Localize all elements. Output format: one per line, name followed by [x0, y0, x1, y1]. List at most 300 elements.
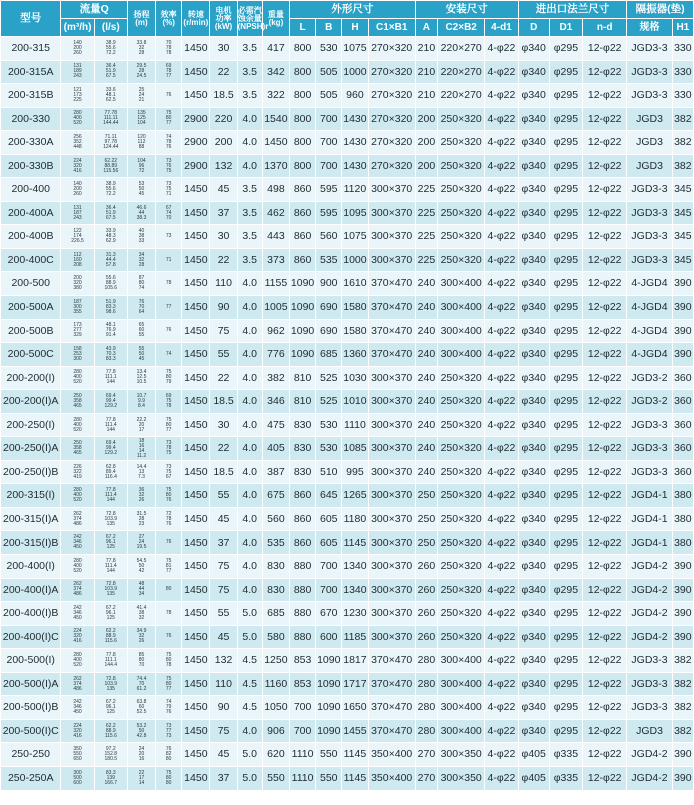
cell-npsh: 5.0 [237, 743, 262, 767]
stacked-value: 125 [106, 614, 115, 621]
stacked-value: 224 [73, 722, 82, 729]
stacked-value: 465 [73, 450, 82, 457]
stacked-value: 280 [73, 369, 82, 376]
stacked-value: 140 [73, 181, 82, 188]
stacked-value: 77.8 [105, 369, 116, 376]
cell-H: 1230 [342, 602, 368, 626]
stacked-value: 77.8 [105, 651, 116, 658]
stacked-value: 48.3 [105, 233, 116, 240]
stacked-value: 62.2 [105, 628, 116, 635]
cell-C1B1: 300×370 [368, 248, 415, 272]
stacked-value: 20 [138, 421, 145, 428]
stacked-value: 32 [138, 492, 145, 499]
cell-H: 1095 [342, 201, 368, 225]
table-row [1, 719, 694, 743]
cell-motor-power: 75 [210, 555, 237, 579]
stacked-value: 33.8 [136, 39, 147, 46]
cell-C2B2: 220×270 [438, 84, 485, 108]
cell-flow-m3h [61, 766, 94, 790]
stacked-value: 320 [73, 280, 82, 287]
stacked-value: 416 [73, 638, 82, 645]
cell-model: 200-250(I)A [1, 437, 61, 461]
cell-nd: 12-φ22 [583, 296, 627, 320]
cell-npsh: 3.5 [237, 178, 262, 202]
cell-flow-ls [94, 602, 127, 626]
stacked-value: 78 [165, 515, 172, 522]
cell-spec: JGD3-3 [627, 60, 672, 84]
cell-C1B1: 370×470 [368, 319, 415, 343]
cell-motor-power: 45 [210, 625, 237, 649]
stacked-value: 85 [138, 651, 145, 658]
cell-efficiency [156, 60, 182, 84]
stacked-value: 73 [165, 463, 172, 470]
stacked-value: 83.3 [105, 769, 116, 776]
cell-H: 1075 [342, 225, 368, 249]
cell-A: 280 [415, 672, 437, 696]
cell-B: 505 [316, 84, 342, 108]
stacked-value: 73 [165, 233, 172, 240]
cell-head [127, 248, 155, 272]
stacked-value: 53 [138, 181, 145, 188]
stacked-value: 38.3 [136, 214, 147, 221]
stacked-value: 77 [165, 685, 172, 692]
cell-npsh: 4.0 [237, 460, 262, 484]
cell-B: 1090 [316, 649, 342, 673]
table-row [1, 460, 694, 484]
cell-weight: 830 [262, 555, 289, 579]
cell-model: 250-250 [1, 743, 61, 767]
stacked-value: 374 [73, 680, 82, 687]
stacked-value: 73 [165, 157, 172, 164]
stacked-value: 465 [73, 402, 82, 409]
cell-4d1: 4-φ22 [485, 672, 518, 696]
stacked-value: 99.4 [105, 445, 116, 452]
stacked-value: 22.2 [136, 416, 147, 423]
stacked-value: 320 [73, 727, 82, 734]
cell-efficiency [156, 484, 182, 508]
cell-nd: 12-φ22 [583, 625, 627, 649]
cell-L: 860 [290, 225, 316, 249]
stacked-value: 75 [165, 110, 172, 117]
stacked-value: 83.3 [105, 303, 116, 310]
table-row [1, 319, 694, 343]
stacked-value: 78 [165, 49, 172, 56]
stacked-value: 78 [165, 280, 172, 287]
cell-weight: 776 [262, 343, 289, 367]
stacked-value: 44 [138, 209, 145, 216]
cell-D: φ340 [518, 154, 549, 178]
cell-spec: 4-JGD4 [627, 272, 672, 296]
cell-speed: 1450 [182, 296, 210, 320]
cell-model: 250-250A [1, 766, 61, 790]
cell-flow-m3h [61, 460, 94, 484]
cell-efficiency [156, 201, 182, 225]
stacked-value: 520 [73, 661, 82, 668]
cell-efficiency [156, 84, 182, 108]
cell-model: 200-315A [1, 60, 61, 84]
table-row [1, 37, 694, 61]
stacked-value: 72.8 [105, 510, 116, 517]
cell-spec: 4-JGD4 [627, 296, 672, 320]
stacked-value: 67.2 [105, 699, 116, 706]
stacked-value: 112 [73, 251, 82, 258]
stacked-value: 55.6 [105, 275, 116, 282]
cell-model: 200-400C [1, 248, 61, 272]
stacked-value: 75 [165, 557, 172, 564]
stacked-value: 48.1 [105, 322, 116, 329]
cell-4d1: 4-φ22 [485, 60, 518, 84]
cell-D: φ340 [518, 437, 549, 461]
cell-head [127, 437, 155, 461]
cell-B: 510 [316, 460, 342, 484]
stacked-value: 189 [73, 68, 82, 75]
cell-flow-ls [94, 390, 127, 414]
cell-L: 880 [290, 555, 316, 579]
cell-C2B2: 300×400 [438, 696, 485, 720]
cell-speed: 1450 [182, 225, 210, 249]
cell-B: 1090 [316, 672, 342, 696]
cell-B: 560 [316, 225, 342, 249]
cell-H1: 380 [672, 484, 693, 508]
cell-C2B2: 250×320 [438, 484, 485, 508]
stacked-value: 42 [138, 567, 145, 574]
cell-motor-power: 110 [210, 272, 237, 296]
stacked-value: 17 [138, 426, 145, 433]
stacked-value: 67.2 [105, 534, 116, 541]
cell-flow-m3h [61, 578, 94, 602]
cell-nd: 12-φ22 [583, 531, 627, 555]
cell-L: 700 [290, 719, 316, 743]
stacked-value: 14.4 [136, 463, 147, 470]
cell-D1: φ295 [549, 531, 582, 555]
cell-H1: 390 [672, 743, 693, 767]
cell-A: 250 [415, 507, 437, 531]
stacked-value: 96.1 [105, 609, 116, 616]
cell-H1: 345 [672, 248, 693, 272]
stacked-value: 61.2 [136, 685, 147, 692]
cell-4d1: 4-φ22 [485, 437, 518, 461]
cell-A: 280 [415, 696, 437, 720]
cell-L: 810 [290, 390, 316, 414]
cell-D1: φ335 [549, 766, 582, 790]
cell-D: φ340 [518, 178, 549, 202]
cell-flow-ls [94, 248, 127, 272]
cell-4d1: 4-φ22 [485, 343, 518, 367]
cell-speed: 1450 [182, 766, 210, 790]
stacked-value: 520 [73, 426, 82, 433]
cell-speed: 2900 [182, 107, 210, 131]
cell-npsh: 4.0 [237, 578, 262, 602]
cell-D1: φ295 [549, 484, 582, 508]
cell-H: 1120 [342, 178, 368, 202]
cell-efficiency [156, 672, 182, 696]
cell-H: 1030 [342, 366, 368, 390]
stacked-value: 104 [137, 157, 146, 164]
col-H1: H1 [672, 19, 693, 37]
stacked-value: 22 [138, 769, 145, 776]
cell-nd: 12-φ22 [583, 272, 627, 296]
cell-weight: 417 [262, 37, 289, 61]
cell-npsh: 4.0 [237, 319, 262, 343]
stacked-value: 166.7 [104, 779, 118, 786]
table-row [1, 743, 694, 767]
stacked-value: 69.4 [105, 392, 116, 399]
stacked-value: 38.9 [105, 39, 116, 46]
stacked-value: 70 [138, 661, 145, 668]
cell-L: 1110 [290, 766, 316, 790]
stacked-value: 50 [138, 350, 145, 357]
cell-C1B1: 370×470 [368, 343, 415, 367]
cell-weight: 1160 [262, 672, 289, 696]
cell-A: 200 [415, 107, 437, 131]
cell-head [127, 201, 155, 225]
cell-A: 260 [415, 555, 437, 579]
cell-weight: 1540 [262, 107, 289, 131]
stacked-value: 400 [73, 421, 82, 428]
stacked-value: 76 [138, 298, 145, 305]
cell-head [127, 625, 155, 649]
stacked-value: 77.8 [105, 416, 116, 423]
stacked-value: 44 [138, 586, 145, 593]
stacked-value: 34 [138, 591, 145, 598]
cell-flow-ls [94, 319, 127, 343]
cell-npsh: 4.0 [237, 555, 262, 579]
cell-D: φ340 [518, 625, 549, 649]
stacked-value: 19.5 [136, 544, 147, 551]
stacked-value: 87 [138, 275, 145, 282]
cell-motor-power: 22 [210, 437, 237, 461]
cell-spec: JGD4-2 [627, 766, 672, 790]
cell-motor-power: 18.5 [210, 460, 237, 484]
cell-flow-m3h [61, 484, 94, 508]
stacked-value: 33.6 [105, 86, 116, 93]
stacked-value: 43.9 [105, 345, 116, 352]
cell-npsh: 3.5 [237, 225, 262, 249]
cell-L: 860 [290, 248, 316, 272]
stacked-value: 448 [73, 143, 82, 150]
cell-L: 1090 [290, 343, 316, 367]
cell-npsh: 4.0 [237, 390, 262, 414]
cell-spec: JGD4-1 [627, 507, 672, 531]
cell-H1: 382 [672, 672, 693, 696]
cell-motor-power: 30 [210, 413, 237, 437]
cell-flow-ls [94, 84, 127, 108]
stacked-value: 131 [73, 204, 82, 211]
stacked-value: 111.1 [104, 656, 117, 663]
stacked-value: 224 [73, 628, 82, 635]
stacked-value: 139 [106, 774, 115, 781]
table-row [1, 507, 694, 531]
cell-C1B1: 270×320 [368, 84, 415, 108]
cell-npsh: 4.0 [237, 296, 262, 320]
cell-H1: 390 [672, 766, 693, 790]
stacked-value: 144.44 [103, 120, 119, 127]
stacked-value: 78 [165, 402, 172, 409]
cell-speed: 1450 [182, 37, 210, 61]
stacked-value: 121 [73, 86, 82, 93]
cell-head [127, 390, 155, 414]
cell-speed: 1450 [182, 343, 210, 367]
cell-head [127, 343, 155, 367]
cell-motor-power: 220 [210, 107, 237, 131]
cell-speed: 1450 [182, 84, 210, 108]
cell-A: 240 [415, 390, 437, 414]
cell-D1: φ335 [549, 743, 582, 767]
stacked-value: 70 [165, 214, 172, 221]
stacked-value: 32 [138, 44, 145, 51]
stacked-value: 125 [106, 544, 115, 551]
cell-A: 240 [415, 272, 437, 296]
cell-flow-ls [94, 343, 127, 367]
cell-B: 530 [316, 37, 342, 61]
cell-H1: 380 [672, 531, 693, 555]
cell-4d1: 4-φ22 [485, 225, 518, 249]
cell-flow-ls [94, 578, 127, 602]
cell-H1: 330 [672, 37, 693, 61]
cell-spec: JGD4-1 [627, 484, 672, 508]
stacked-value: 520 [73, 120, 82, 127]
stacked-value: 226.5 [71, 238, 84, 245]
cell-flow-m3h [61, 154, 94, 178]
cell-4d1: 4-φ22 [485, 413, 518, 437]
cell-L: 853 [290, 672, 316, 696]
cell-model: 200-315(I)A [1, 507, 61, 531]
stacked-value: 75 [165, 675, 172, 682]
stacked-value: 75 [165, 450, 172, 457]
stacked-value: 48.1 [105, 91, 116, 98]
stacked-value: 17 [138, 774, 145, 781]
cell-head [127, 84, 155, 108]
stacked-value: 78 [165, 44, 172, 51]
stacked-value: 75 [165, 186, 172, 193]
cell-H: 1360 [342, 343, 368, 367]
stacked-value: 80 [165, 374, 172, 381]
cell-H: 1817 [342, 649, 368, 673]
cell-npsh: 4.0 [237, 719, 262, 743]
stacked-value: 124.44 [103, 143, 119, 150]
cell-model: 200-500(I) [1, 649, 61, 673]
stacked-value: 28 [138, 515, 145, 522]
cell-4d1: 4-φ22 [485, 578, 518, 602]
stacked-value: 120 [137, 133, 146, 140]
stacked-value: 38 [138, 609, 145, 616]
cell-H1: 382 [672, 131, 693, 155]
stacked-value: 77.8 [105, 557, 116, 564]
cell-D1: φ295 [549, 178, 582, 202]
cell-C2B2: 300×400 [438, 343, 485, 367]
cell-H1: 380 [672, 507, 693, 531]
cell-4d1: 4-φ22 [485, 272, 518, 296]
cell-model: 200-315(I) [1, 484, 61, 508]
cell-flow-m3h [61, 201, 94, 225]
cell-motor-power: 37 [210, 766, 237, 790]
cell-L: 800 [290, 84, 316, 108]
cell-motor-power: 18.5 [210, 84, 237, 108]
cell-head [127, 413, 155, 437]
col-spec: 规格 [627, 19, 672, 37]
cell-efficiency [156, 743, 182, 767]
stacked-value: 75 [165, 487, 172, 494]
cell-L: 800 [290, 131, 316, 155]
cell-C1B1: 370×470 [368, 719, 415, 743]
cell-4d1: 4-φ22 [485, 366, 518, 390]
stacked-value: 62.5 [105, 96, 116, 103]
table-row [1, 366, 694, 390]
stacked-value: 67 [165, 473, 172, 480]
cell-head [127, 154, 155, 178]
stacked-value: 45 [138, 355, 145, 362]
cell-B: 700 [316, 578, 342, 602]
stacked-value: 135 [106, 685, 115, 692]
cell-speed: 1450 [182, 272, 210, 296]
stacked-value: 97.78 [104, 138, 118, 145]
cell-H: 1340 [342, 578, 368, 602]
cell-motor-power: 37 [210, 531, 237, 555]
stacked-value: 70 [165, 39, 172, 46]
stacked-value: 12.5 [136, 374, 147, 381]
stacked-value: 62.2 [105, 722, 116, 729]
cell-D1: φ295 [549, 578, 582, 602]
cell-head [127, 696, 155, 720]
stacked-value: 187 [73, 209, 82, 216]
stacked-value: 419 [73, 473, 82, 480]
stacked-value: 242 [73, 604, 82, 611]
cell-L: 830 [290, 460, 316, 484]
col-nd: n-d [583, 19, 627, 37]
cell-B: 595 [316, 178, 342, 202]
cell-L: 800 [290, 60, 316, 84]
stacked-value: 300 [73, 303, 82, 310]
cell-nd: 12-φ22 [583, 225, 627, 249]
cell-D1: φ295 [549, 413, 582, 437]
cell-A: 280 [415, 719, 437, 743]
cell-C2B2: 250×320 [438, 531, 485, 555]
cell-C2B2: 220×270 [438, 60, 485, 84]
stacked-value: 46.6 [136, 204, 147, 211]
cell-speed: 1450 [182, 60, 210, 84]
table-row [1, 296, 694, 320]
stacked-value: 36.4 [105, 63, 116, 70]
cell-A: 210 [415, 60, 437, 84]
cell-nd: 12-φ22 [583, 437, 627, 461]
cell-C1B1: 270×320 [368, 131, 415, 155]
stacked-value: 20 [138, 751, 145, 758]
stacked-value: 374 [73, 515, 82, 522]
cell-flow-ls [94, 672, 127, 696]
stacked-value: 11.2 [136, 452, 147, 459]
cell-flow-ls [94, 696, 127, 720]
stacked-value: 122 [73, 228, 82, 235]
cell-A: 240 [415, 343, 437, 367]
cell-L: 880 [290, 625, 316, 649]
stacked-value: 243 [73, 214, 82, 221]
cell-A: 200 [415, 131, 437, 155]
stacked-value: 111.4 [104, 492, 117, 499]
cell-H: 995 [342, 460, 368, 484]
cell-D: φ340 [518, 225, 549, 249]
cell-model: 200-330B [1, 154, 61, 178]
stacked-value: 24 [138, 746, 145, 753]
cell-spec: JGD3-3 [627, 225, 672, 249]
stacked-value: 486 [73, 591, 82, 598]
cell-D1: φ295 [549, 319, 582, 343]
cell-A: 280 [415, 649, 437, 673]
stacked-value: 77 [165, 120, 172, 127]
cell-C1B1: 300×370 [368, 484, 415, 508]
cell-D1: φ295 [549, 390, 582, 414]
cell-head [127, 555, 155, 579]
cell-spec: JGD4-2 [627, 602, 672, 626]
